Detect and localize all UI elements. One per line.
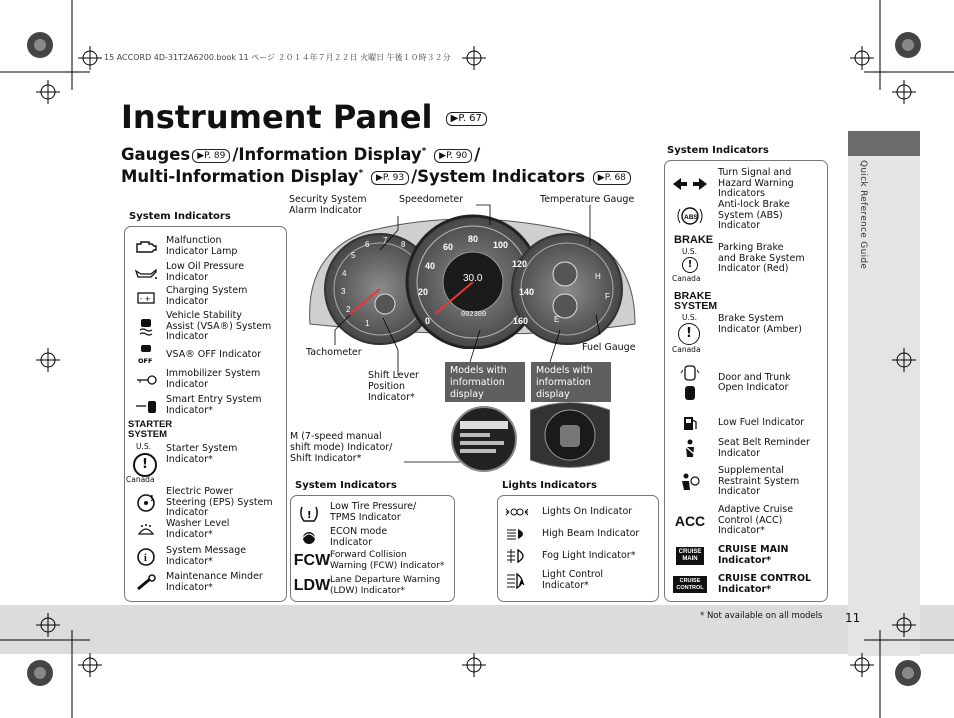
- svg-text:OFF: OFF: [138, 357, 153, 365]
- starter-canada-icon: !: [133, 453, 157, 477]
- lights-on-icon: [504, 502, 530, 522]
- skid-car-icon: [133, 317, 159, 337]
- brake-amber-us-label: U.S.: [682, 313, 698, 322]
- tach-tick: 5: [351, 251, 356, 260]
- brake-red-canada-label: Canada: [672, 274, 701, 283]
- tach-tick: 3: [341, 287, 346, 296]
- svg-text:i: i: [144, 552, 147, 564]
- svg-text:!: !: [307, 509, 312, 521]
- vsa-off-icon: [133, 345, 159, 365]
- econ-icon: [296, 528, 322, 548]
- page-title: [121, 98, 489, 136]
- trip-readout: 30.0: [463, 273, 483, 284]
- brake-red-label: Parking Brake and Brake System Indicator (Red): [718, 242, 805, 274]
- multi-ref-link[interactable]: ▶P. 93: [371, 171, 409, 185]
- indicator-row: Fog Light Indicator*: [504, 546, 635, 566]
- engine-icon: [133, 237, 159, 257]
- svg-text:!: !: [150, 493, 154, 503]
- indicator-row: Seat Belt Reminder Indicator: [670, 438, 810, 459]
- speed-tick: 20: [418, 287, 429, 297]
- speed-tick: 120: [512, 259, 528, 269]
- lights-box-heading: Lights Indicators: [502, 480, 597, 491]
- steering-icon: [133, 493, 159, 513]
- indicator-row: Low Oil Pressure Indicator: [133, 262, 244, 283]
- indicator-row: High Beam Indicator: [504, 524, 639, 544]
- callout-temperature: Temperature Gauge: [540, 194, 635, 205]
- starter-label: Starter System Indicator*: [166, 443, 238, 465]
- callout-speedometer: Speedometer: [399, 194, 464, 205]
- smart-key-icon: [133, 396, 159, 416]
- callout-fuel: Fuel Gauge: [582, 342, 636, 353]
- brake-amber-label: Brake System Indicator (Amber): [718, 313, 802, 335]
- indicator-row: Low Fuel Indicator: [670, 413, 804, 433]
- indicator-row: Malfunction Indicator Lamp: [133, 236, 237, 257]
- light-control-icon: [504, 571, 530, 591]
- brake-red-us-label: U.S.: [682, 247, 698, 256]
- subtitle-line-2: Multi-Information Display* ▶P. 93 /System Indicators ▶P. 68: [121, 167, 633, 186]
- indicator-row: - + Charging System Indicator: [133, 286, 247, 307]
- acc-icon: ACC: [674, 512, 706, 529]
- abs-icon: [670, 206, 710, 226]
- indicator-row: CRUISE CONTROL CRUISE CONTROL Indicator*: [670, 574, 811, 595]
- washer-icon: [133, 520, 159, 540]
- key-icon: [133, 370, 159, 390]
- callout-security: Security System Alarm Indicator: [289, 194, 367, 216]
- footnote: * Not available on all models: [700, 611, 823, 621]
- svg-text:- +: - +: [140, 294, 151, 303]
- tach-tick: 6: [365, 240, 370, 249]
- starter-system-icon: STARTER SYSTEM: [128, 419, 173, 440]
- tach-tick: 4: [342, 269, 347, 278]
- brake-red-icon: BRAKE: [674, 234, 714, 246]
- brake-red-canada-icon: !: [682, 257, 698, 273]
- indicator-row: A Light Control Indicator*: [504, 570, 603, 591]
- page-number: 11: [845, 611, 861, 625]
- page-title-text: Instrument Panel: [121, 98, 433, 136]
- cruise-control-icon: CRUISE CONTROL: [670, 575, 710, 595]
- indicator-row: Door and Trunk Open Indicator: [670, 363, 791, 403]
- fcw-icon: FCW: [293, 551, 331, 569]
- indicator-row: CRUISE MAIN CRUISE MAIN Indicator*: [670, 545, 788, 566]
- speed-tick: 80: [468, 234, 479, 244]
- left-box-heading: System Indicators: [129, 211, 231, 222]
- mid-box-heading: System Indicators: [295, 480, 397, 491]
- indicator-row: Turn Signal and Hazard Warning Indicators: [670, 168, 794, 200]
- battery-icon: [133, 287, 159, 307]
- canada-label: Canada: [126, 475, 155, 484]
- odometer-readout: 002300: [461, 311, 487, 319]
- tach-tick: 1: [365, 319, 370, 328]
- indicator-row: Lights On Indicator: [504, 502, 632, 522]
- models-note-b: Models with information display: [531, 362, 611, 402]
- file-header: 15 ACCORD 4D-31T2A6200.book 11 ページ ２０１４年７月２２日 火曜日 午後１０時３２分: [104, 53, 451, 62]
- indicator-row: ECON mode Indicator: [296, 527, 387, 548]
- fog-light-icon: [504, 546, 530, 566]
- indicator-row: Vehicle Stability Assist (VSA®) System Indicator: [133, 311, 271, 343]
- high-beam-icon: [504, 524, 530, 544]
- indicator-row: Smart Entry System Indicator*: [133, 395, 261, 416]
- oil-can-icon: [133, 263, 159, 283]
- callout-tachometer: Tachometer: [306, 347, 362, 358]
- page-ref-link[interactable]: ▶P. 67: [446, 112, 487, 126]
- indicator-row: LDW Lane Departure Warning (LDW) Indicator*: [293, 575, 441, 596]
- speed-tick: 160: [513, 316, 529, 326]
- speed-tick: 40: [425, 261, 436, 271]
- door-icon: [670, 363, 710, 403]
- models-note-a: Models with information display: [445, 362, 525, 402]
- indicator-row: Immobilizer System Indicator: [133, 369, 260, 390]
- srs-icon: [670, 472, 710, 492]
- ldw-icon: LDW: [293, 576, 331, 594]
- speed-tick: 140: [519, 287, 535, 297]
- indicator-row: ACC Adaptive Cruise Control (ACC) Indicator*: [670, 505, 793, 537]
- indicator-row: ! Low Tire Pressure/ TPMS Indicator: [296, 502, 416, 523]
- turn-signal-icon: [670, 174, 710, 194]
- speed-tick: 60: [443, 242, 454, 252]
- tach-tick: 7: [383, 236, 388, 245]
- brake-amber-canada-icon: !: [678, 323, 700, 345]
- tach-tick: 2: [346, 305, 351, 314]
- side-tab-label: Quick Reference Guide: [858, 160, 868, 270]
- info-icon: [133, 547, 159, 567]
- svg-text:ABS: ABS: [684, 213, 698, 221]
- seatbelt-icon: [670, 439, 710, 459]
- cruise-main-icon: CRUISE MAIN: [670, 546, 710, 566]
- subtitle-line-1: Gauges ▶P. 89 /Information Display* ▶P. 90 /: [121, 145, 481, 164]
- svg-text:H: H: [595, 272, 601, 281]
- indicator-row: Supplemental Restraint System Indicator: [670, 466, 799, 498]
- svg-text:E: E: [554, 315, 560, 324]
- indicator-row: i System Message Indicator*: [133, 546, 246, 567]
- indicator-row: ! Electric Power Steering (EPS) System Indicator: [133, 487, 273, 519]
- tach-tick: 8: [401, 240, 406, 249]
- indicator-row: Maintenance Minder Indicator*: [133, 572, 263, 593]
- right-box-heading: System Indicators: [667, 145, 769, 156]
- us-label: U.S.: [136, 442, 152, 451]
- tpms-icon: [296, 503, 322, 523]
- callout-m-indicator: M (7-speed manual shift mode) Indicator/ Shift Indicator*: [290, 431, 393, 464]
- speed-tick: 100: [493, 240, 509, 250]
- gauges-ref-link[interactable]: ▶P. 89: [192, 149, 230, 163]
- svg-text:A: A: [519, 578, 525, 587]
- info-display-inset-b: [530, 400, 610, 470]
- indicator-row: Washer Level Indicator*: [133, 519, 229, 540]
- speed-tick: 0: [425, 316, 431, 326]
- svg-text:F: F: [605, 292, 610, 301]
- sys-ref-link[interactable]: ▶P. 68: [593, 171, 631, 185]
- indicator-row: ABS Anti-lock Brake System (ABS) Indicator: [670, 200, 790, 232]
- info-display-inset-a: [450, 405, 518, 473]
- info-ref-link[interactable]: ▶P. 90: [434, 149, 472, 163]
- indicator-row: FCW Forward Collision Warning (FCW) Indicator*: [293, 550, 445, 571]
- brake-amber-canada-label: Canada: [672, 345, 701, 354]
- fuel-pump-icon: [670, 413, 710, 433]
- indicator-row: OFF VSA® OFF Indicator: [133, 345, 261, 365]
- wrench-icon: [133, 573, 159, 593]
- brake-amber-icon: BRAKE SYSTEM: [674, 290, 718, 312]
- callout-shift-lever: Shift Lever Position Indicator*: [368, 370, 419, 403]
